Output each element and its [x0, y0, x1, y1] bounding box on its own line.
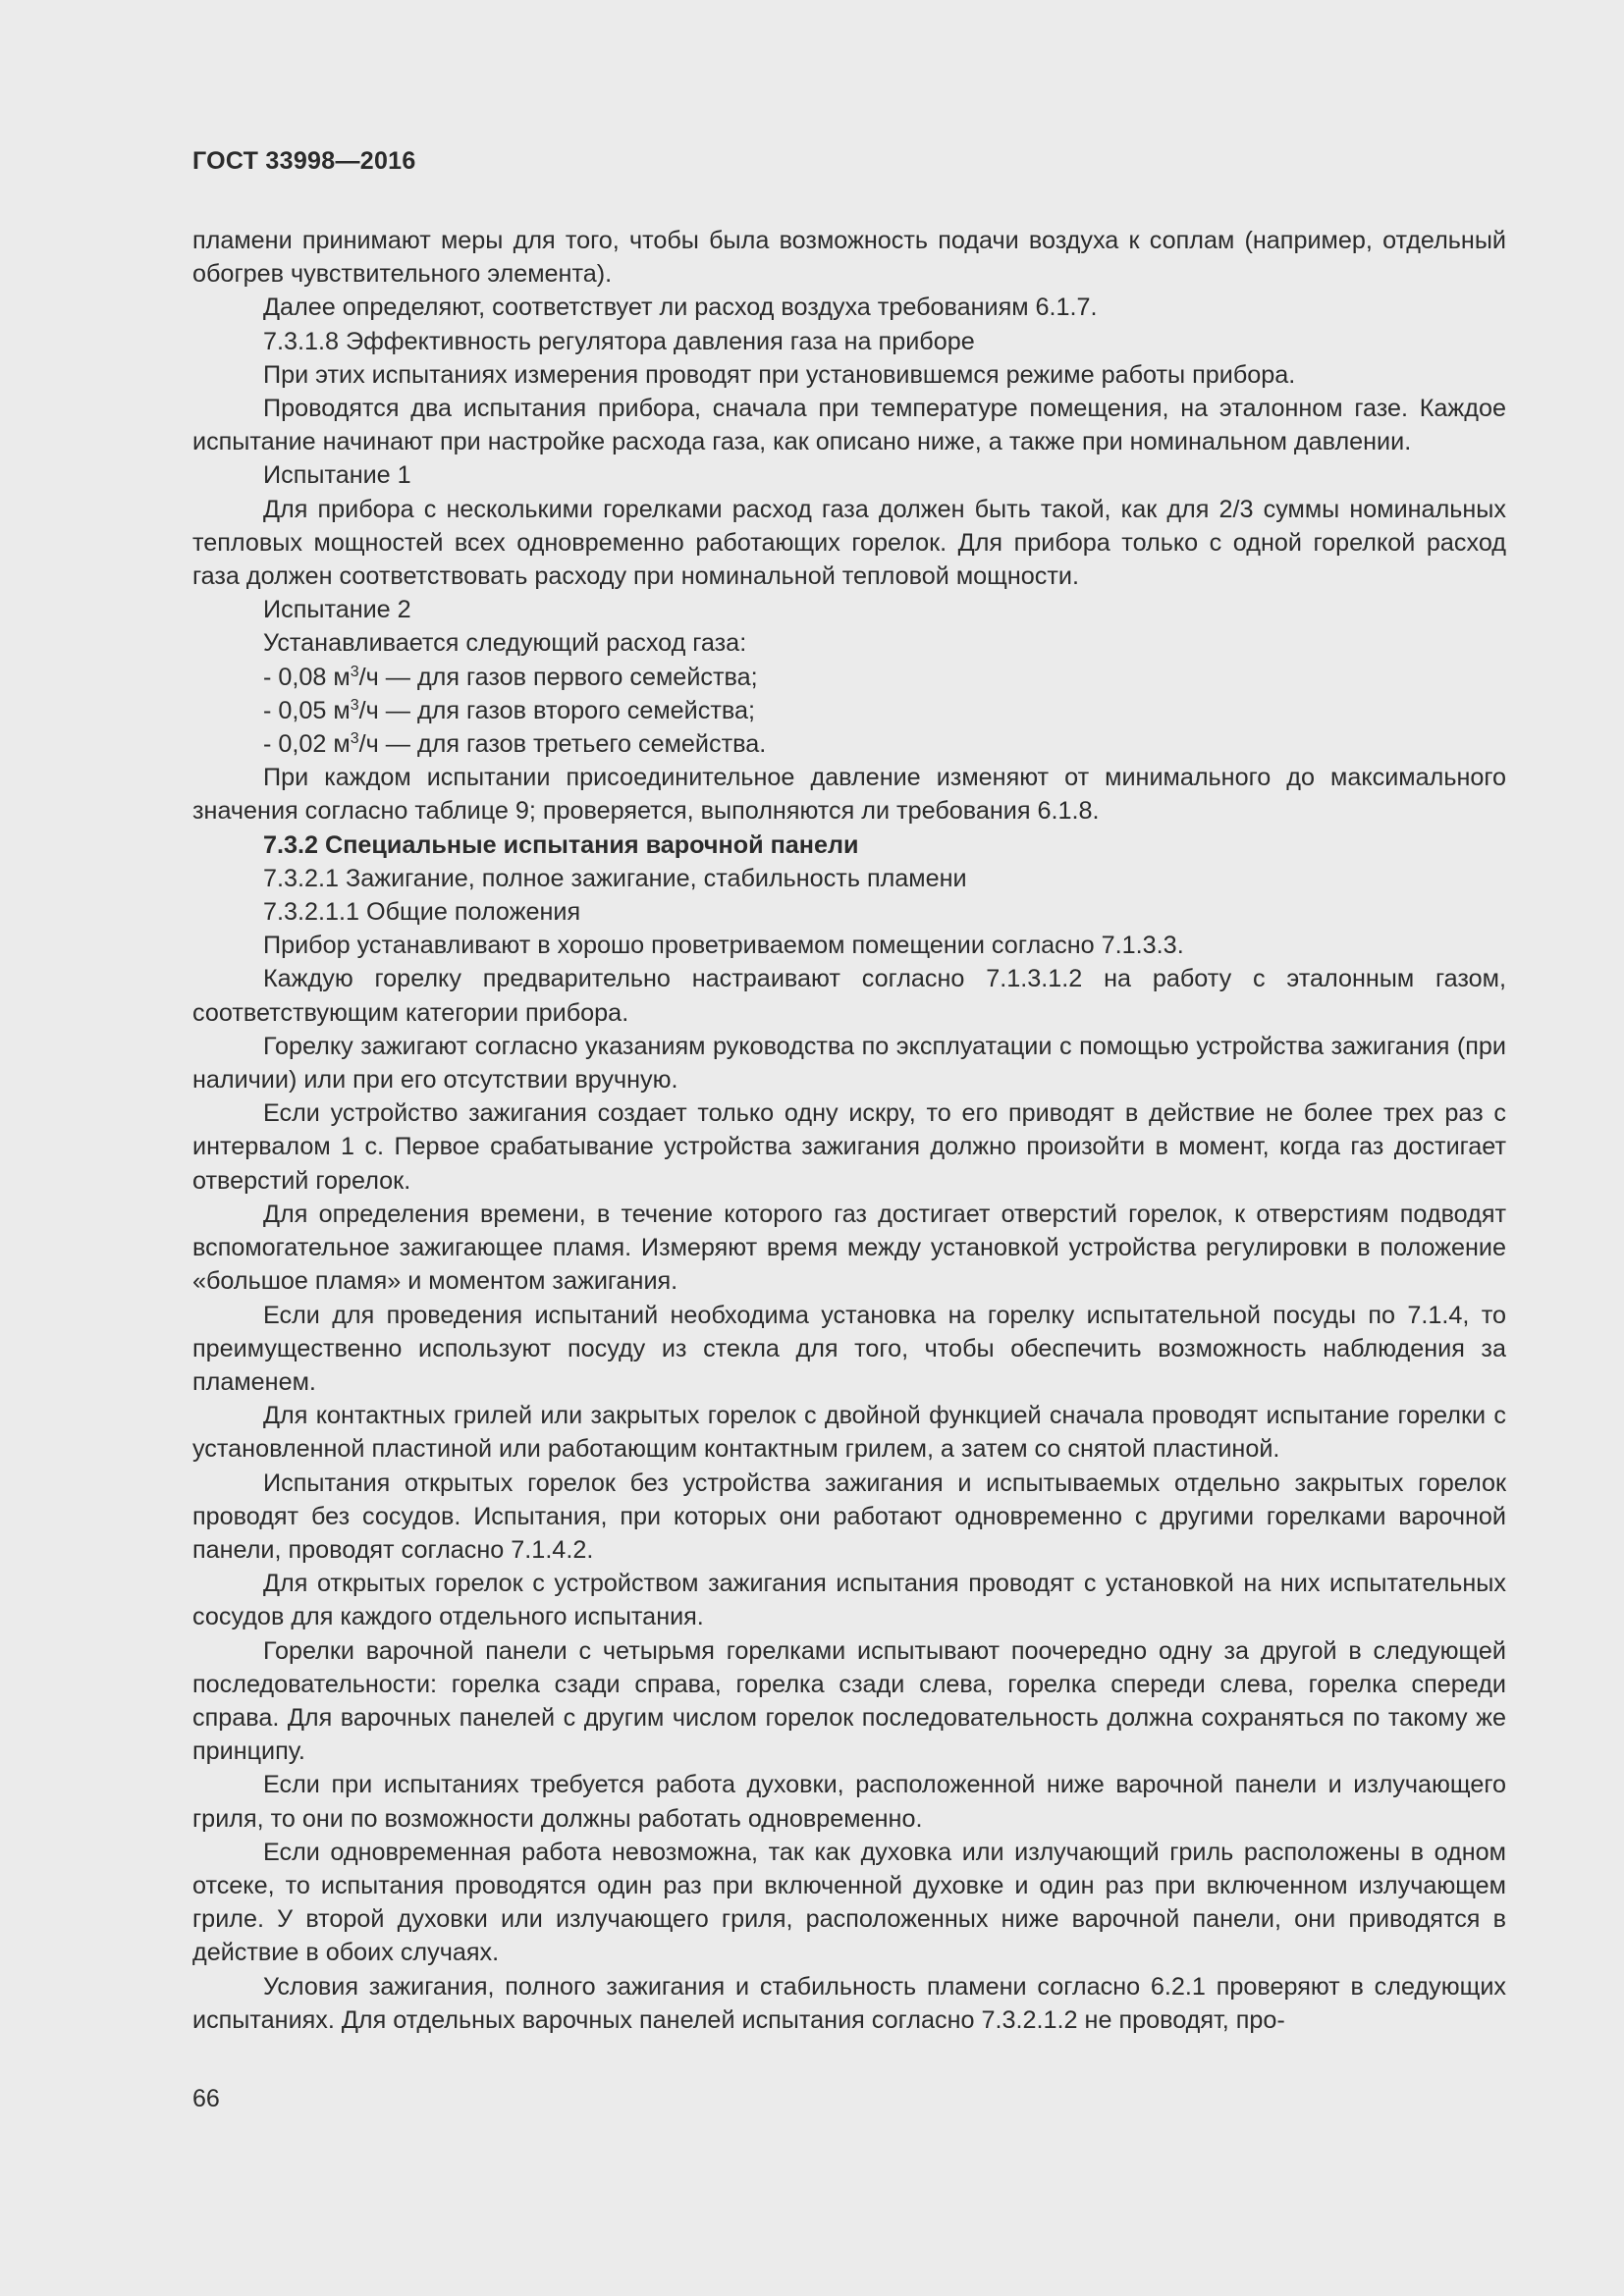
paragraph: При каждом испытании присоединительное давление изменяют от минимального до максимального значения согласно таблице 9; проверяется, выполняются ли требования 6.1.8.: [192, 764, 1506, 826]
paragraph: Для контактных грилей или закрытых горелок с двойной функцией сначала проводят испытание горелки с установленной пластиной или работающим контактным грилем, а затем со снятой пластиной.: [192, 1402, 1506, 1464]
paragraph: Если одновременная работа невозможна, так как духовка или излучающий гриль расположены в одном отсеке, то испытания проводятся один раз при включенной духовке и один раз при включенном излучающем гриле. У второй духовки или излучающего гриля, расположенных ниже варочной панели, они приводятся в действие в обоих случаях.: [192, 1838, 1506, 1967]
paragraph: Горелки варочной панели с четырьмя горелками испытывают поочередно одну за другой в следующей последовательности: горелка сзади справа, горелка сзади слева, горелка спереди слева, горелка спереди справа. Для варочных панелей с другим числом горелок последовательность должна сохраняться по такому же принципу.: [192, 1636, 1506, 1766]
section-heading-7-3-2-1: 7.3.2.1 Зажигание, полное зажигание, стабильность пламени: [263, 864, 967, 892]
body-text: [192, 224, 1506, 2037]
list-item: - 0,02 $м^3/ч$ — для газов третьего семейства.: [263, 730, 767, 759]
paragraph: пламени принимают меры для того, чтобы была возможность подачи воздуха к соплам (например, отдельный обогрев чувствительного элемента).: [192, 227, 1506, 289]
paragraph: Для определения времени, в течение которого газ достигает отверстий горелок, к отверстиям подводят вспомогательное зажигающее пламя. Измеряют время между установкой устройства регулировки в положение «большое пламя» и моментом зажигания.: [192, 1200, 1506, 1296]
list-item: - 0,08 $м^3/ч$ — для газов первого семейства;: [263, 663, 758, 691]
list-item: - 0,05 $м^3/ч$ — для газов второго семейства;: [263, 696, 755, 724]
paragraph: Проводятся два испытания прибора, сначала при температуре помещения, на эталонном газе. Каждое испытание начинают при настройке расхода газа, как описано ниже, а также при номинальном давлении.: [192, 395, 1506, 456]
test-heading-2: Испытание 2: [263, 596, 411, 624]
paragraph: Горелку зажигают согласно указаниям руководства по эксплуатации с помощью устройства зажигания (при наличии) или при его отсутствии вручную.: [192, 1032, 1506, 1095]
section-heading-7-3-2-1-1: 7.3.2.1.1 Общие положения: [263, 898, 581, 927]
paragraph: Если для проведения испытаний необходима установка на горелку испытательной посуды по 7.1.4, то преимущественно используют посуду из стекла для того, чтобы обеспечить возможность наблюдения за пламенем.: [192, 1301, 1506, 1396]
paragraph: Если устройство зажигания создает только одну искру, то его приводят в действие не более трех раз с интервалом 1 с. Первое срабатывание устройства зажигания должно произойти в момент, когда газ достигает отверстий горелок.: [192, 1099, 1506, 1195]
paragraph: Условия зажигания, полного зажигания и стабильность пламени согласно 6.2.1 проверяют в следующих испытаниях. Для отдельных варочных панелей испытания согласно 7.3.2.1.2 не проводят, про-: [192, 1972, 1506, 2034]
document-header: ГОСТ 33998—2016: [192, 147, 416, 175]
paragraph: Если при испытаниях требуется работа духовки, расположенной ниже варочной панели и излучающего гриля, то они по возможности должны работать одновременно.: [192, 1771, 1506, 1833]
paragraph: Прибор устанавливают в хорошо проветриваемом помещении согласно 7.1.3.3.: [263, 932, 1184, 960]
paragraph: Испытания открытых горелок без устройства зажигания и испытываемых отдельно закрытых горелок проводят без сосудов. Испытания, при которых они работают одновременно с другими горелками варочной панели, проводят согласно 7.1.4.2.: [192, 1468, 1506, 1564]
page-number: 66: [192, 2085, 220, 2112]
test-heading-1: Испытание 1: [263, 461, 411, 490]
paragraph: Далее определяют, соответствует ли расход воздуха требованиям 6.1.7.: [263, 294, 1098, 322]
paragraph: Устанавливается следующий расход газа:: [263, 629, 747, 658]
section-heading-7-3-2: 7.3.2 Специальные испытания варочной панели: [263, 830, 859, 859]
paragraph: При этих испытаниях измерения проводят при установившемся режиме работы прибора.: [263, 360, 1296, 389]
section-heading-7-3-1-8: 7.3.1.8 Эффективность регулятора давления газа на приборе: [263, 327, 975, 355]
paragraph: Для прибора с несколькими горелками расход газа должен быть такой, как для 2/3 суммы номинальных тепловых мощностей всех одновременно работающих горелок. Для прибора только с одной горелкой расход газа должен соответствовать расходу при номинальной тепловой мощности.: [192, 495, 1506, 591]
paragraph: Для открытых горелок с устройством зажигания испытания проводят с установкой на них испытательных сосудов для каждого отдельного испытания.: [192, 1570, 1506, 1631]
paragraph: Каждую горелку предварительно настраивают согласно 7.1.3.1.2 на работу с эталонным газом, соответствующим категории прибора.: [192, 965, 1506, 1027]
